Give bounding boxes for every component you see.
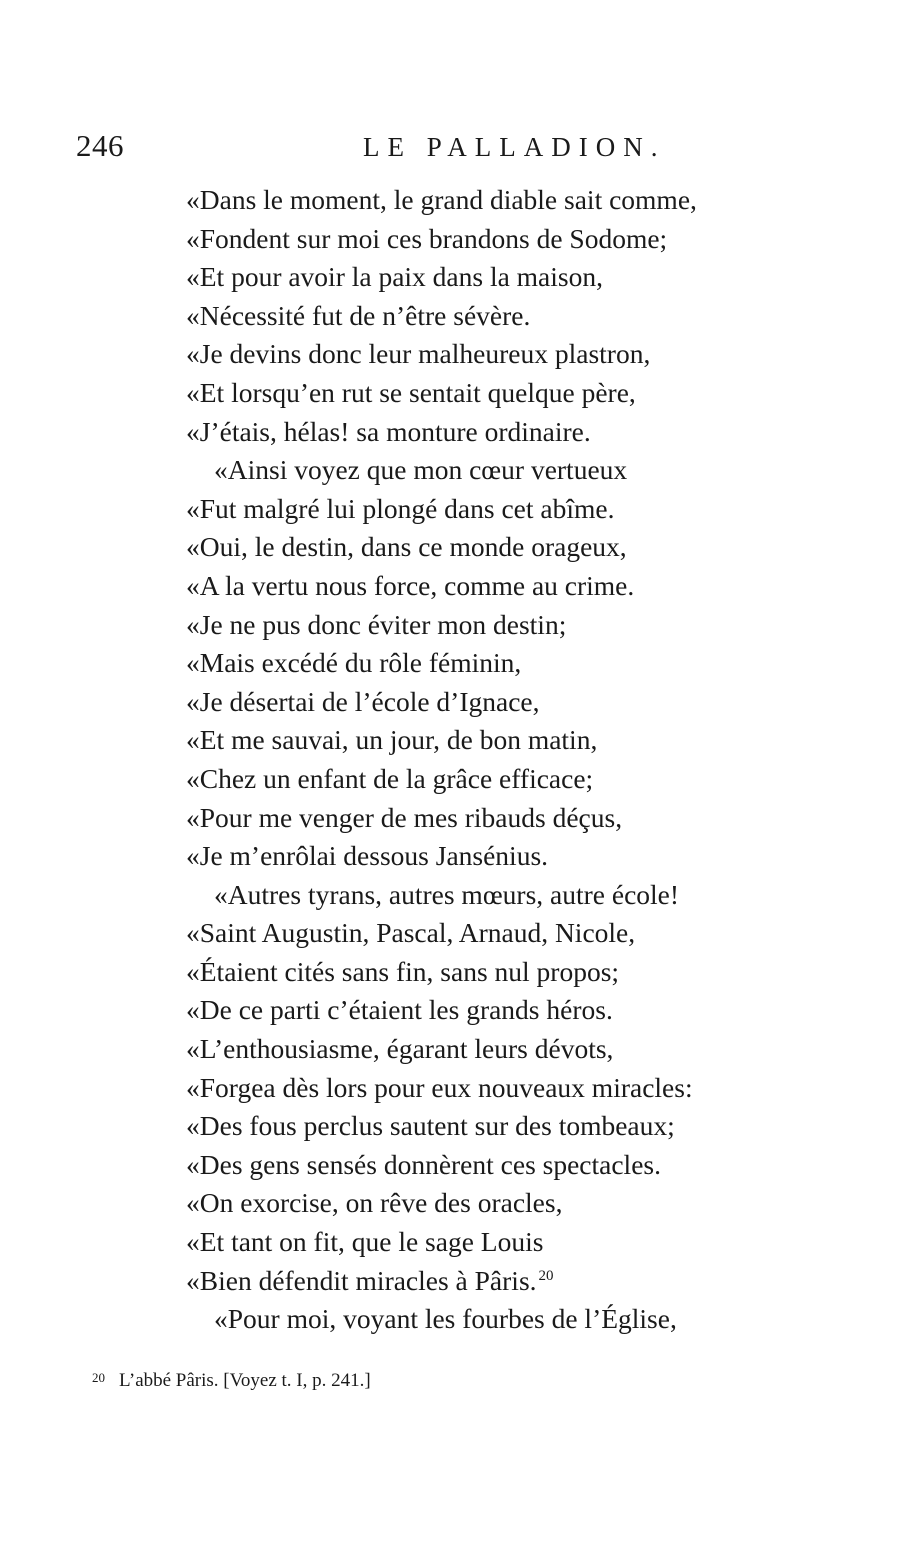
verse-line [186, 335, 826, 374]
verse-line [186, 799, 826, 838]
running-title: LE PALLADION. [363, 132, 666, 162]
verse-line [186, 374, 826, 413]
verse-line-text: «A la vertu nous force, comme au crime. [186, 569, 635, 601]
verse-line-text: «Bien défendit miracles à Pâris. [186, 1264, 537, 1296]
verse-line-text: «Chez un enfant de la grâce efficace; [186, 762, 594, 794]
verse-line [186, 1300, 826, 1339]
verse-line [186, 1069, 826, 1108]
verse-line-text: «Je devins donc leur malheureux plastron, [186, 338, 651, 370]
verse-line [186, 1262, 826, 1301]
verse-line-text: «J’étais, hélas! sa monture ordinaire. [186, 415, 591, 447]
verse-line-text: «Mais excédé du rôle féminin, [186, 647, 522, 679]
verse-line [186, 1146, 826, 1185]
verse-line [186, 606, 826, 645]
page-number: 246 [76, 128, 124, 163]
verse-line-text: «Je m’enrôlai dessous Jansénius. [186, 840, 549, 872]
verse-line-text: «Et tant on fit, que le sage Louis [186, 1226, 544, 1258]
verse-line [186, 567, 826, 606]
verse-line-text: «Ainsi voyez que mon cœur vertueux [214, 454, 628, 486]
verse-line-text: «Des fous perclus sautent sur des tombeaux; [186, 1110, 675, 1142]
footnote-text: L’abbé Pâris. [Voyez t. I, p. 241.] [119, 1370, 371, 1391]
verse-line-text: «Et me sauvai, un jour, de bon matin, [186, 724, 598, 756]
verse-line-text: «L’enthousiasme, égarant leurs dévots, [186, 1033, 614, 1065]
verse-line [186, 837, 826, 876]
footnote-number: 20 [92, 1370, 105, 1385]
verse-line [186, 297, 826, 336]
verse-line [186, 181, 826, 220]
footnote [92, 1364, 371, 1395]
verse-line [186, 451, 826, 490]
verse-line [186, 220, 826, 259]
verse-line [186, 1223, 826, 1262]
verse-line-text: «Dans le moment, le grand diable sait comme, [186, 184, 697, 215]
verse-line [186, 876, 826, 915]
verse-line [186, 914, 826, 953]
verse-line-text: «Je désertai de l’école d’Ignace, [186, 685, 540, 717]
verse-line [186, 1030, 826, 1069]
verse-line-text: «Pour moi, voyant les fourbes de l’Église, [214, 1303, 677, 1335]
verse-line-text: «Pour me venger de mes ribauds déçus, [186, 801, 623, 833]
poem-verse [186, 181, 826, 1339]
verse-line [186, 953, 826, 992]
verse-line-text: «Autres tyrans, autres mœurs, autre école! [214, 878, 680, 910]
verse-line [186, 413, 826, 452]
verse-line-text: «Forgea dès lors pour eux nouveaux miracles: [186, 1071, 693, 1103]
verse-line-text: «De ce parti c’étaient les grands héros. [186, 994, 613, 1026]
verse-line [186, 1184, 826, 1223]
verse-line-text: «Des gens sensés donnèrent ces spectacles. [186, 1148, 661, 1180]
verse-line-text: «Et pour avoir la paix dans la maison, [186, 261, 603, 293]
verse-line-text: «Et lorsqu’en rut se sentait quelque père, [186, 376, 636, 408]
verse-line [186, 760, 826, 799]
verse-line-text: «Oui, le destin, dans ce monde orageux, [186, 531, 627, 563]
verse-line [186, 683, 826, 722]
verse-line-text: «Fut malgré lui plongé dans cet abîme. [186, 492, 615, 524]
verse-line-text: «Fondent sur moi ces brandons de Sodome; [186, 222, 668, 254]
verse-line [186, 258, 826, 297]
verse-line [186, 528, 826, 567]
page-header [0, 128, 900, 168]
verse-line [186, 490, 826, 529]
verse-line-text: «Saint Augustin, Pascal, Arnaud, Nicole, [186, 917, 636, 949]
verse-line [186, 721, 826, 760]
verse-line-text: «Je ne pus donc éviter mon destin; [186, 608, 567, 640]
verse-line [186, 1107, 826, 1146]
verse-line-text: «Nécessité fut de n’être sévère. [186, 299, 531, 331]
verse-line [186, 644, 826, 683]
verse-line [186, 991, 826, 1030]
footnote-reference: 20 [538, 1267, 554, 1284]
verse-line-text: «Étaient cités sans fin, sans nul propos; [186, 955, 620, 987]
verse-line-text: «On exorcise, on rêve des oracles, [186, 1187, 563, 1219]
